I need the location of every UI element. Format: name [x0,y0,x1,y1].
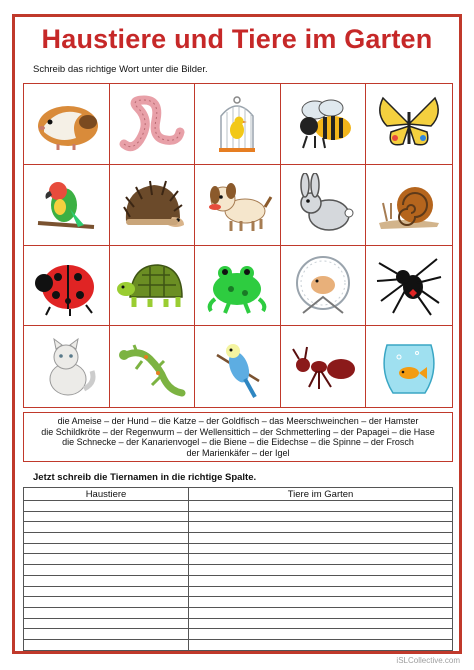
writing-cell[interactable] [24,533,189,544]
writing-cell[interactable] [189,618,453,629]
word-list-line: die Ameise – der Hund – die Katze – der Goldfisch – das Meerschweinchen – der Hamster [57,416,419,426]
writing-cell[interactable] [189,639,453,650]
table-row [24,575,453,586]
guinea-pig-icon [30,92,102,156]
canary-in-cage-icon [201,92,273,156]
table-row [24,607,453,618]
word-list-line: die Schildkröte – der Regenwurm – der Wellensittich – der Schmetterling – der Papagei – die Hase [41,426,435,437]
writing-cell[interactable] [24,639,189,650]
picture-cell [24,246,110,327]
parrot-icon [30,173,102,237]
picture-cell [195,165,281,246]
table-row [24,639,453,650]
table-row [24,522,453,533]
picture-cell [281,165,367,246]
picture-cell [24,84,110,165]
picture-cell [281,246,367,327]
writing-cell[interactable] [24,618,189,629]
writing-cell[interactable] [24,522,189,533]
hedgehog-icon [116,173,188,237]
word-list-line: der Marienkäfer – der Igel [186,447,290,458]
footer-watermark: iSLCollective.com [396,656,460,665]
bee-icon [287,92,359,156]
picture-cell [366,326,452,407]
picture-grid [23,83,453,408]
frog-icon [201,253,273,317]
table-row [24,511,453,522]
picture-cell [195,246,281,327]
butterfly-icon [373,92,445,156]
tortoise-icon [116,253,188,317]
writing-cell[interactable] [189,511,453,522]
picture-cell [195,326,281,407]
word-list-line: die Schnecke – der Kanarienvogel – die Biene – die Eidechse – die Spinne – der Frosch [62,437,414,447]
sorting-table [23,487,453,651]
table-row [24,543,453,554]
lizard-icon [116,335,188,399]
picture-cell [110,165,196,246]
instruction-table: Jetzt schreib die Tiernamen in die richtige Spalte. [33,472,257,483]
writing-cell[interactable] [24,511,189,522]
goldfish-bowl-icon [373,335,445,399]
writing-cell[interactable] [24,565,189,576]
snail-icon [373,173,445,237]
writing-cell[interactable] [189,543,453,554]
writing-cell[interactable] [189,586,453,597]
writing-cell[interactable] [189,554,453,565]
picture-cell [110,326,196,407]
writing-cell[interactable] [189,533,453,544]
writing-cell[interactable] [189,522,453,533]
word-list-box [23,412,453,462]
table-row [24,618,453,629]
ladybird-icon [30,253,102,317]
instruction-pictures: Schreib das richtige Wort unter die Bilder. [33,64,208,75]
budgie-icon [201,335,273,399]
ant-icon [287,335,359,399]
table-row [24,554,453,565]
writing-cell[interactable] [24,501,189,512]
picture-cell [366,165,452,246]
writing-cell[interactable] [189,565,453,576]
table-row [24,597,453,608]
table-row [24,501,453,512]
picture-cell [366,84,452,165]
worksheet-title: Haustiere und Tiere im Garten [41,24,433,54]
dog-icon [201,173,273,237]
writing-cell[interactable] [189,501,453,512]
picture-cell [110,84,196,165]
rabbit-icon [287,173,359,237]
writing-cell[interactable] [24,554,189,565]
writing-cell[interactable] [189,575,453,586]
writing-cell[interactable] [24,575,189,586]
writing-cell[interactable] [189,597,453,608]
writing-cell[interactable] [189,629,453,640]
hamster-in-wheel-icon [287,253,359,317]
writing-cell[interactable] [24,607,189,618]
picture-cell [24,165,110,246]
writing-cell[interactable] [24,543,189,554]
table-row [24,586,453,597]
table-row [24,565,453,576]
picture-cell [110,246,196,327]
picture-cell [195,84,281,165]
table-row [24,629,453,640]
spider-icon [373,253,445,317]
picture-cell [366,246,452,327]
writing-cell[interactable] [24,629,189,640]
table-row [24,533,453,544]
picture-cell [281,84,367,165]
worm-icon [116,92,188,156]
writing-cell[interactable] [24,586,189,597]
cat-icon [30,335,102,399]
picture-cell [281,326,367,407]
writing-cell[interactable] [24,597,189,608]
writing-cell[interactable] [189,607,453,618]
column-header-pets: Haustiere [24,488,189,501]
picture-cell [24,326,110,407]
column-header-garden: Tiere im Garten [189,488,453,501]
